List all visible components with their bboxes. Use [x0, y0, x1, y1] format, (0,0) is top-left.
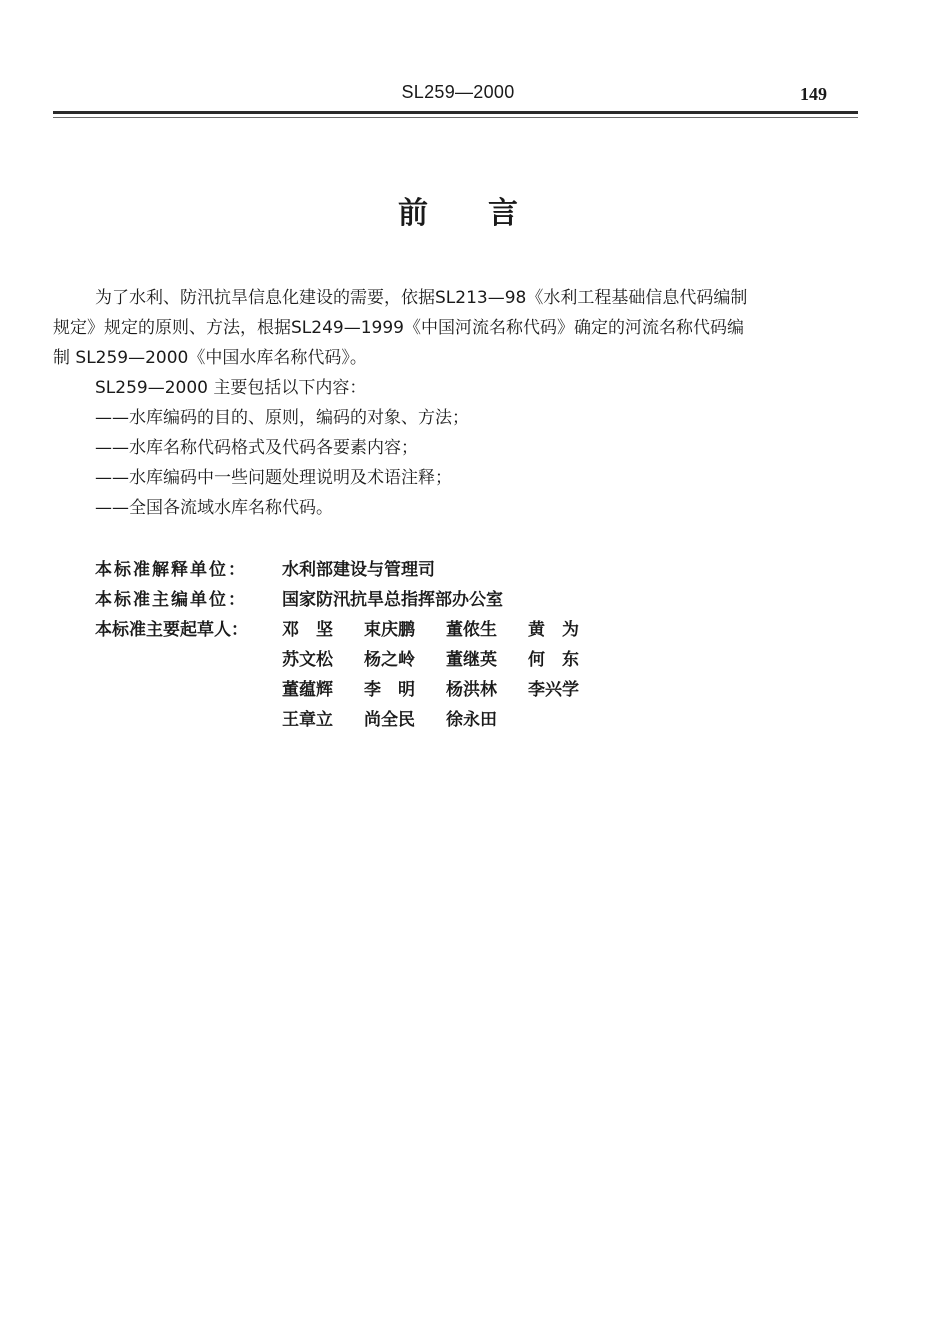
intro-line-2: 规定》规定的原则、方法，根据SL249—1999《中国河流名称代码》确定的河流名称代码编: [53, 318, 744, 338]
chief-editor-label: 本标准主编单位：: [95, 590, 247, 610]
drafter-name: 邓 坚: [282, 620, 333, 640]
drafter-name: 徐永田: [446, 710, 497, 730]
page-title: 前言: [398, 196, 578, 231]
list-item: ——水库名称代码格式及代码各要素内容；: [95, 438, 418, 458]
header-rule-thin: [53, 117, 858, 118]
drafters-label: 本标准主要起草人：: [95, 620, 248, 640]
drafter-name: 束庆鹏: [364, 620, 415, 640]
drafter-name: 王章立: [282, 710, 333, 730]
interpreter-label: 本标准解释单位：: [95, 560, 247, 580]
header-rule-thick: [53, 111, 858, 114]
standard-code: SL259—2000: [401, 82, 515, 102]
list-item: ——水库编码的目的、原则，编码的对象、方法；: [95, 408, 469, 428]
drafter-name: 尚全民: [364, 710, 415, 730]
intro-line-3: 制 SL259—2000《中国水库名称代码》。: [53, 348, 367, 368]
drafter-name: 杨洪林: [446, 680, 497, 700]
drafter-name: 董继英: [446, 650, 497, 670]
chief-editor-value: 国家防汛抗旱总指挥部办公室: [282, 590, 503, 610]
drafter-name: 杨之岭: [364, 650, 415, 670]
contents-lead: SL259—2000 主要包括以下内容：: [95, 378, 367, 398]
page-number: 149: [800, 84, 827, 104]
interpreter-row: [0, 555, 950, 579]
drafter-name: 苏文松: [282, 650, 333, 670]
drafter-name: 何 东: [528, 650, 579, 670]
chief-editor-row: [0, 585, 950, 609]
list-item: ——全国各流域水库名称代码。: [95, 498, 333, 518]
drafters-block: [0, 615, 950, 735]
drafter-name: 董蕴辉: [282, 680, 333, 700]
intro-line-1: 为了水利、防汛抗旱信息化建设的需要，依据SL213—98《水利工程基础信息代码编制: [95, 288, 748, 308]
drafter-name: 李兴学: [528, 680, 579, 700]
drafter-name: 黄 为: [528, 620, 579, 640]
drafter-name: 李 明: [364, 680, 415, 700]
drafter-name: 董侬生: [446, 620, 497, 640]
interpreter-value: 水利部建设与管理司: [282, 560, 435, 580]
list-item: ——水库编码中一些问题处理说明及术语注释；: [95, 468, 452, 488]
